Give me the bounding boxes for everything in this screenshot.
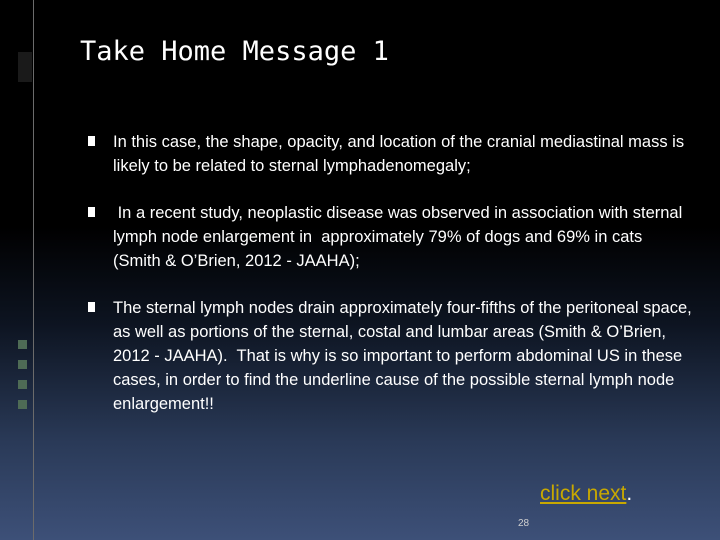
decorative-bar — [0, 0, 16, 52]
bullet-text: The sternal lymph nodes drain approximately four-fifths of the peritoneal space, as well as portions of the sternal, costal and lumbar areas (Smith & O’Brien, 2012 - JAAHA). That is why is so important to perform abdominal US in these cases, in order to find the underline cause of the possible sternal lymph node enlargement!! — [113, 299, 697, 413]
decorative-square — [18, 360, 27, 369]
bullet-item — [92, 130, 692, 178]
slide-title: Take Home Message 1 — [80, 36, 389, 67]
bullet-item — [92, 296, 697, 416]
decorative-bar — [18, 52, 32, 82]
bullet-text: In this case, the shape, opacity, and location of the cranial mediastinal mass is likely to be related to sternal lymphadenomegaly; — [113, 133, 685, 175]
page-number: 28 — [518, 518, 530, 529]
bullet-list — [92, 130, 697, 416]
bullet-item — [92, 201, 692, 273]
bullet-marker-icon — [88, 302, 95, 312]
decorative-square — [18, 380, 27, 389]
click-next-period: . — [626, 482, 633, 505]
bullet-text: In a recent study, neoplastic disease was observed in association with sternal lymph node enlargement in approximately 79% of dogs and 69% in cats (Smith & O’Brien, 2012 - JAAHA); — [113, 204, 687, 270]
click-next-container — [540, 482, 632, 506]
decorative-square — [18, 400, 27, 409]
bullet-marker-icon — [88, 207, 95, 217]
click-next-link[interactable]: click next — [540, 482, 627, 505]
decorative-square — [18, 340, 27, 349]
bullet-marker-icon — [88, 136, 95, 146]
decorative-line — [33, 0, 34, 540]
